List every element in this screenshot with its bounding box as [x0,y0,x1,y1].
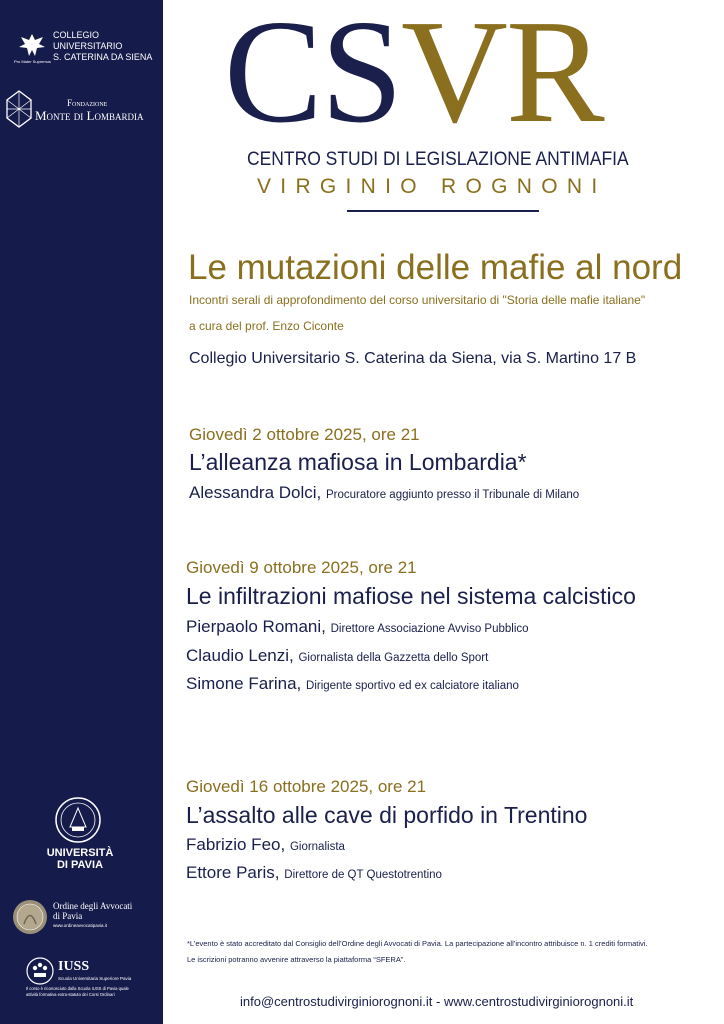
iuss-name: IUSS [58,959,90,974]
iuss-note: Il corso è riconosciuto dalla Scuola IUSS di Pavia quale attività formativa extra-statuto dei Corsi Ordinari [26,986,129,997]
speaker-name: Alessandra Dolci, [189,483,322,502]
fondazione-line1: Fondazione [67,98,108,108]
iuss-logo [26,957,160,997]
avvocati-line2: di Pavia [53,911,83,921]
speaker [186,835,345,855]
speaker [186,863,442,883]
sidebar [0,0,163,1024]
event-title: Le infiltrazioni mafiose nel sistema calcistico [186,583,636,609]
footnote-line1: *L’evento è stato accreditato dal Consiglio dell’Ordine degli Avvocati di Pavia. La partecipazione all’incontro attribuisce n. 1 crediti formativi. [187,939,648,948]
iuss-emblem-icon [26,957,54,985]
header-line2: VIRGINIO ROGNONI [257,175,607,198]
speaker-role: Direttore Associazione Avviso Pubblico [330,623,529,635]
header-divider [347,210,539,212]
speaker-role: Procuratore aggiunto presso il Tribunale di Milano [326,489,580,501]
avvocati-line1: Ordine degli Avvocati [53,901,133,911]
csvr-logo [224,0,603,154]
footnote-line2: Le iscrizioni potranno avvenire attraverso la piattaforma “SFERA”. [187,955,406,964]
avvocati-logo [12,897,162,935]
speaker-name: Ettore Paris, [186,863,280,882]
header-line1: CENTRO STUDI DI LEGISLAZIONE ANTIMAFIA [247,149,629,170]
unipv-line1: UNIVERSITÀ [46,847,114,859]
event-date: Giovedì 9 ottobre 2025, ore 21 [186,558,417,577]
collegio-line3: S. CATERINA DA SIENA [53,52,153,62]
main-subtitle: Incontri serali di approfondimento del corso universitario di "Storia delle mafie italiane" [189,293,646,307]
curator: a cura del prof. Enzo Ciconte [189,319,344,333]
venue: Collegio Universitario S. Caterina da Siena, via S. Martino 17 B [189,350,637,367]
speaker-role: Direttore de QT Questotrentino [284,869,442,881]
collegio-line2: UNIVERSITARIO [53,41,123,51]
fondazione-logo [6,90,161,130]
fondazione-line2: Monte di Lombardia [35,108,144,123]
university-seal-icon [52,796,104,844]
speaker-name: Pierpaolo Romani, [186,617,326,636]
event-date: Giovedì 2 ottobre 2025, ore 21 [189,425,420,444]
unipv-logo [40,796,120,872]
csvr-logo-cs: CS [224,0,402,154]
speaker [186,617,529,637]
contact-line: info@centrostudivirginiorognoni.it - www.centrostudivirginiorognoni.it [240,994,634,1009]
crystal-icon [6,90,32,128]
csvr-logo-vr: VR [401,0,603,154]
event-date: Giovedì 16 ottobre 2025, ore 21 [186,777,427,796]
avvocati-url: www.ordineavvocatipavia.it [53,923,108,928]
collegio-motto: Pro Mater Supremus [14,59,51,64]
speaker [186,674,519,694]
speaker [189,483,579,503]
main-title: Le mutazioni delle mafie al nord [188,248,683,287]
speaker [186,646,488,666]
avvocati-medal-icon [12,899,48,935]
event-title: L’assalto alle cave di porfido in Trentino [186,802,588,828]
event-title: L’alleanza mafiosa in Lombardia* [189,449,527,475]
eagle-crest-icon [18,32,46,58]
speaker-role: Dirigente sportivo ed ex calciatore italiano [306,680,519,692]
unipv-line2: DI PAVIA [56,859,104,871]
speaker-role: Giornalista della Gazzetta dello Sport [298,652,489,664]
iuss-sub: Scuola Universitaria Superiore Pavia [58,976,132,981]
speaker-name: Claudio Lenzi, [186,646,294,665]
collegio-logo [14,30,154,70]
speaker-role: Giornalista [289,841,345,853]
collegio-line1: COLLEGIO [53,30,100,40]
speaker-name: Simone Farina, [186,674,302,693]
speaker-name: Fabrizio Feo, [186,835,286,854]
